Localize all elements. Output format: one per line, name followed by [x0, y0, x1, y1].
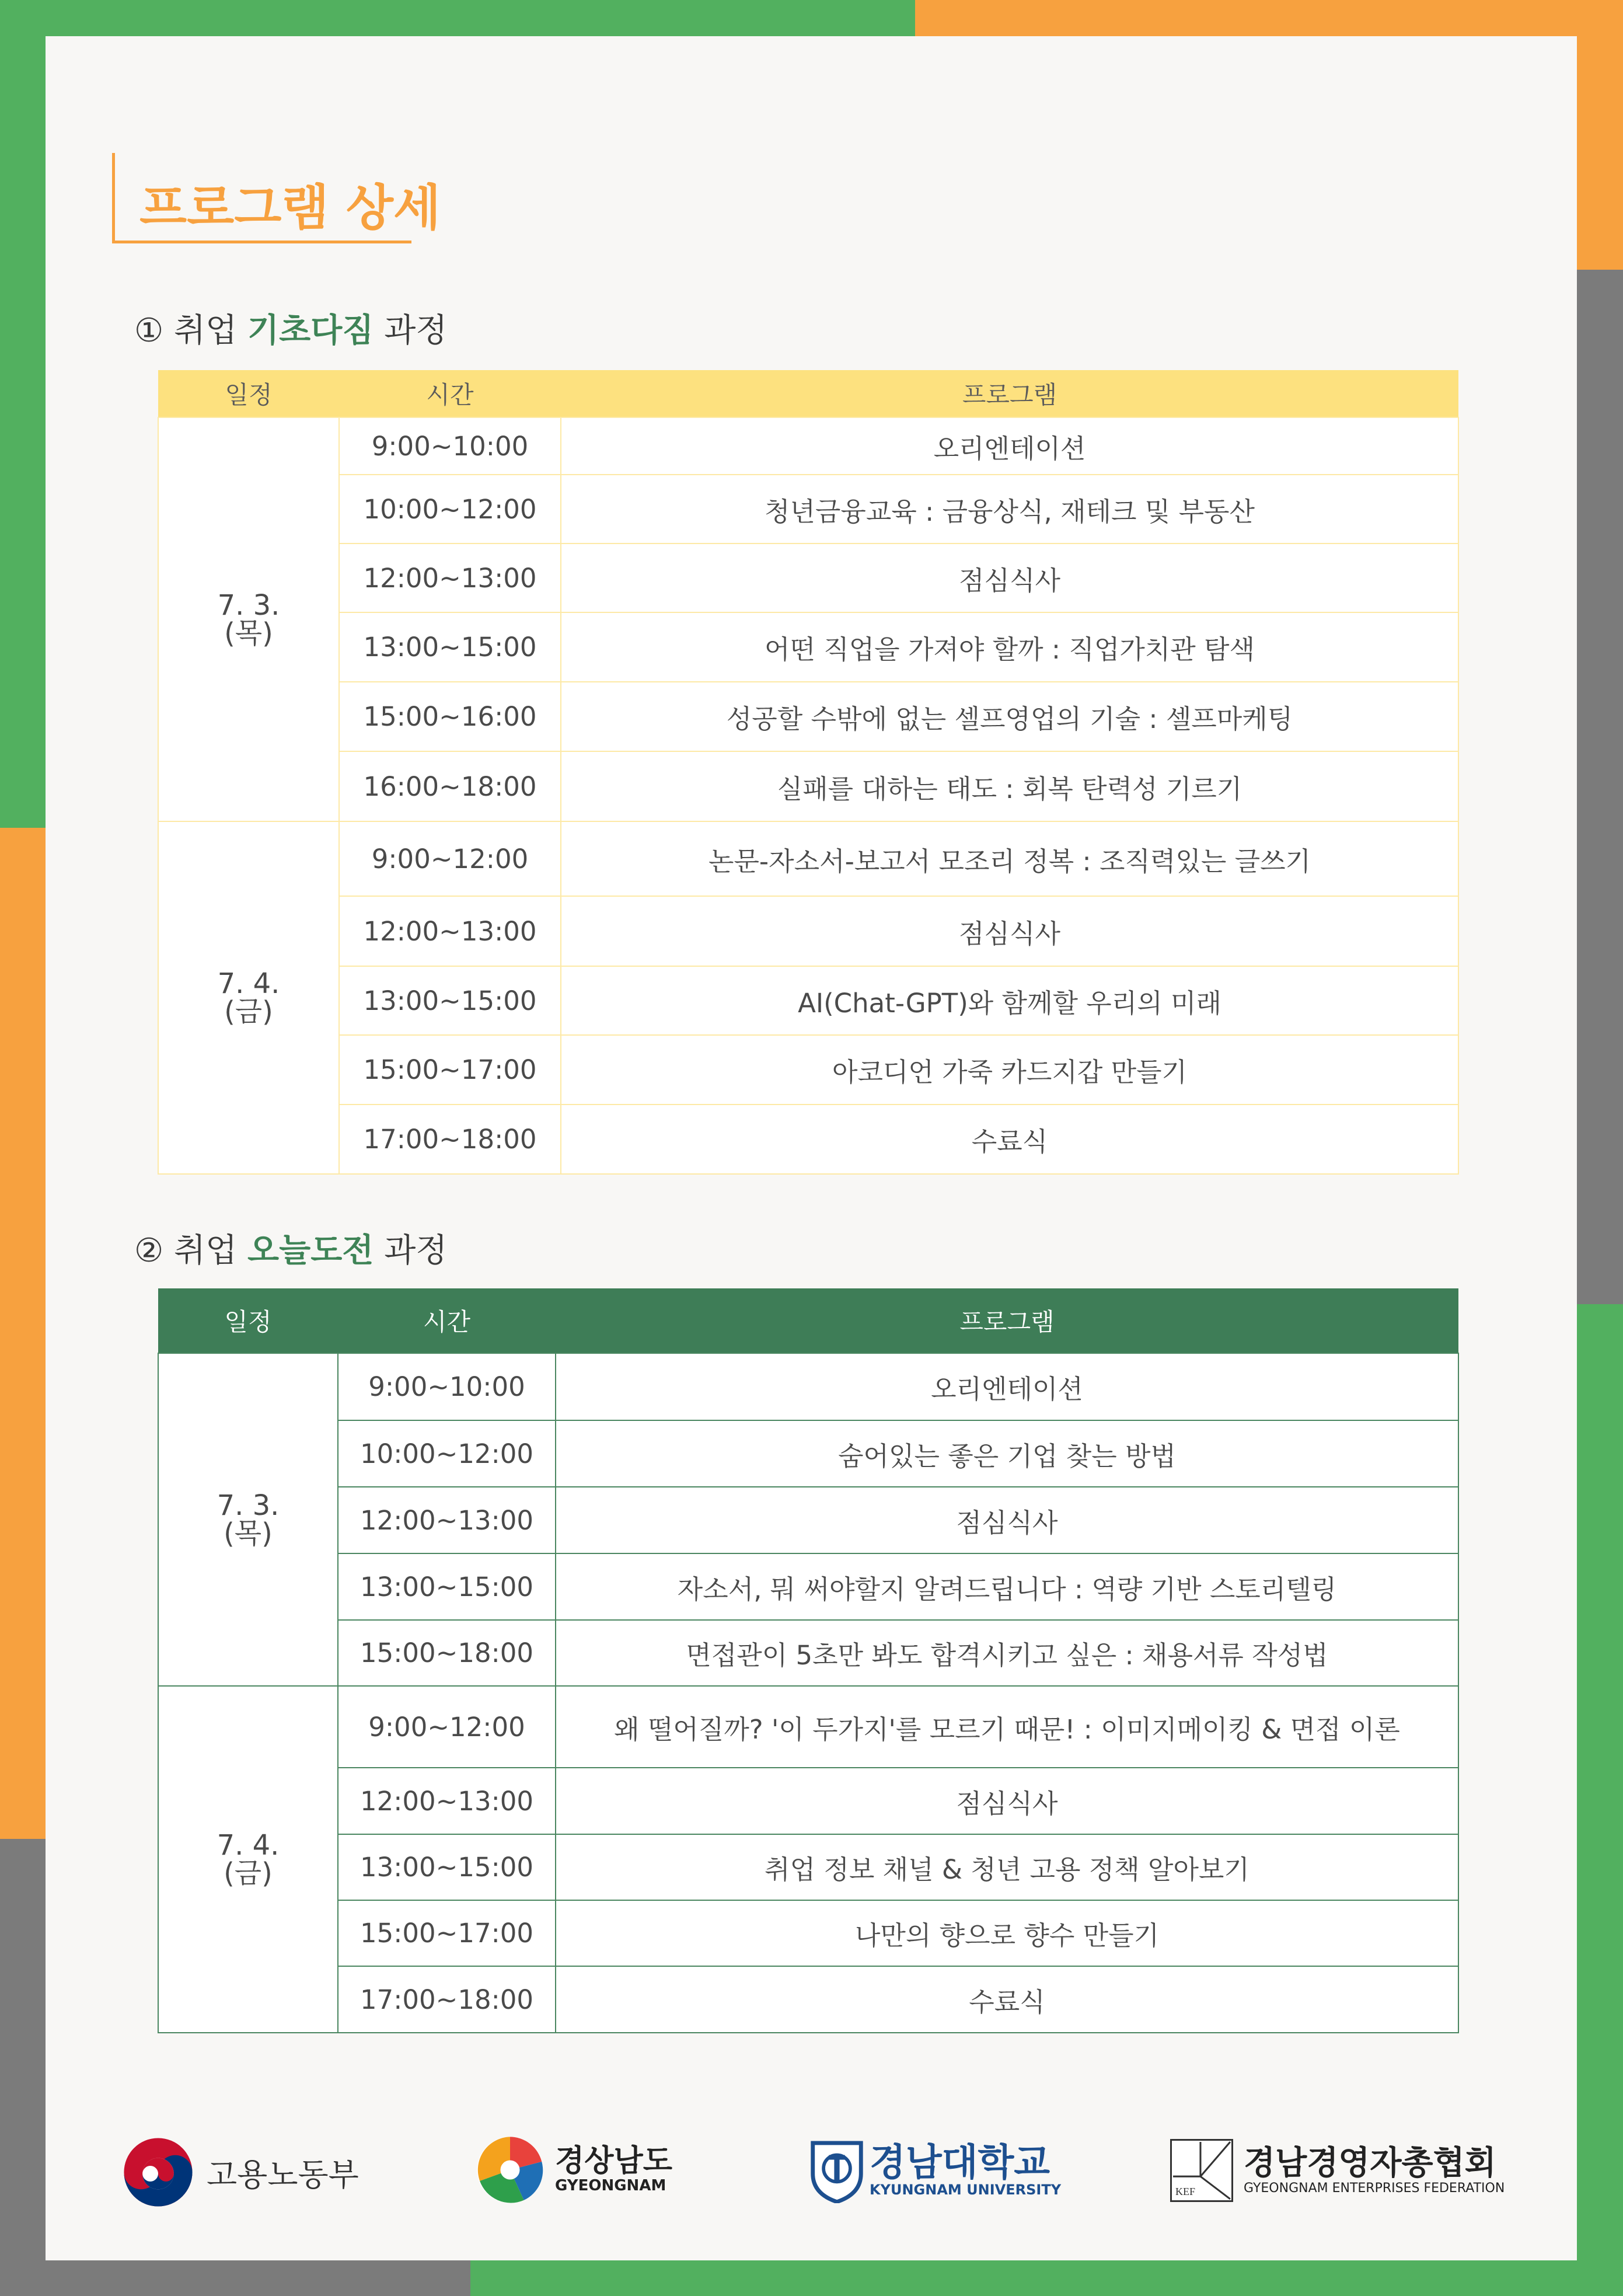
- header-time: 시간: [339, 370, 561, 417]
- time-cell: 13:00~15:00: [339, 612, 561, 682]
- section-1-highlight: 기초다짐: [247, 312, 374, 350]
- header-program: 프로그램: [556, 1288, 1458, 1353]
- page-title: 프로그램 상세: [139, 179, 441, 236]
- logo-kyungnam-univ-sub: KYUNGNAM UNIVERSITY: [870, 2182, 1062, 2198]
- program-cell: 오리엔테이션: [556, 1353, 1458, 1420]
- program-cell: 어떤 직업을 가져야 할까 : 직업가치관 탐색: [561, 612, 1458, 682]
- program-cell: 왜 떨어질까? '이 두가지'를 모르기 때문! : 이미지메이킹 & 면접 이론: [556, 1686, 1458, 1768]
- day-weekday: (목): [224, 1517, 273, 1550]
- kef-logo-icon: [1170, 2139, 1233, 2202]
- time-cell: 9:00~12:00: [339, 821, 561, 896]
- section-2-heading: [134, 1225, 447, 1271]
- time-cell: 12:00~13:00: [339, 543, 561, 612]
- table-row: [158, 475, 1458, 543]
- kyungnam-univ-shield-icon: [810, 2139, 864, 2203]
- program-cell: 오리엔테이션: [561, 417, 1458, 475]
- section-1-suffix: 과정: [374, 312, 448, 350]
- table-row: [158, 966, 1458, 1035]
- program-cell: 점심식사: [561, 896, 1458, 966]
- frame-bottom-green: [470, 2260, 1623, 2296]
- time-cell: 15:00~16:00: [339, 682, 561, 751]
- program-cell: 논문-자소서-보고서 모조리 정복 : 조직력있는 글쓰기: [561, 821, 1458, 896]
- time-cell: 17:00~18:00: [339, 1105, 561, 1174]
- program-cell: 청년금융교육 : 금융상식, 재테크 및 부동산: [561, 475, 1458, 543]
- table-row: [158, 1686, 1458, 1768]
- table-row: [158, 896, 1458, 966]
- table-row: [158, 1487, 1458, 1553]
- footer-logos: [0, 2125, 1623, 2218]
- table-row: [158, 682, 1458, 751]
- header-date: 일정: [158, 1288, 338, 1353]
- frame-right-gray: [1577, 270, 1623, 1304]
- time-cell: 9:00~12:00: [338, 1686, 556, 1768]
- table-row: [158, 1420, 1458, 1487]
- day-weekday: (목): [224, 617, 273, 650]
- program-cell: 실패를 대하는 태도 : 회복 탄력성 기르기: [561, 751, 1458, 821]
- time-cell: 10:00~12:00: [339, 475, 561, 543]
- schedule-table-2: [158, 1288, 1459, 2033]
- logo-kef: [1170, 2139, 1505, 2202]
- program-cell: 아코디언 가죽 카드지갑 만들기: [561, 1035, 1458, 1105]
- gyeongnam-emblem-icon: [476, 2135, 545, 2204]
- frame-left-green: [0, 0, 46, 828]
- day-date: 7. 3.: [217, 1489, 280, 1522]
- frame-top-left-green: [0, 0, 915, 36]
- time-cell: 9:00~10:00: [339, 417, 561, 475]
- program-cell: 자소서, 뭐 써야할지 알려드립니다 : 역량 기반 스토리텔링: [556, 1553, 1458, 1620]
- table-row: [158, 1966, 1458, 2033]
- logo-moel-name: 고용노동부: [207, 2156, 359, 2193]
- table-row: [158, 1105, 1458, 1174]
- day-date: 7. 4.: [217, 1829, 280, 1862]
- program-cell: 면접관이 5초만 봐도 합격시키고 싶은 : 채용서류 작성법: [556, 1620, 1458, 1686]
- frame-right-orange: [1577, 0, 1623, 270]
- logo-moel: [123, 2137, 359, 2208]
- program-cell: 숨어있는 좋은 기업 찾는 방법: [556, 1420, 1458, 1487]
- taegeuk-emblem-icon: [123, 2137, 194, 2208]
- time-cell: 15:00~17:00: [338, 1900, 556, 1966]
- time-cell: 13:00~15:00: [338, 1553, 556, 1620]
- time-cell: 15:00~17:00: [339, 1035, 561, 1105]
- program-cell: 수료식: [556, 1966, 1458, 2033]
- program-cell: 성공할 수밖에 없는 셀프영업의 기술 : 셀프마케팅: [561, 682, 1458, 751]
- table-row: [158, 1900, 1458, 1966]
- day-cell: [158, 1353, 338, 1686]
- section-1-prefix: ① 취업: [134, 312, 247, 350]
- time-cell: 12:00~13:00: [338, 1487, 556, 1553]
- table-row: [158, 1035, 1458, 1105]
- table-row: [158, 1834, 1458, 1900]
- section-2-suffix: 과정: [374, 1232, 448, 1270]
- day-weekday: (금): [224, 995, 273, 1028]
- frame-left-gray: [0, 1839, 46, 2296]
- logo-kef-sub: GYEONGNAM ENTERPRISES FEDERATION: [1244, 2181, 1505, 2196]
- table-row: [158, 821, 1458, 896]
- program-cell: 점심식사: [561, 543, 1458, 612]
- table-row: [158, 1768, 1458, 1834]
- program-cell: 나만의 향으로 향수 만들기: [556, 1900, 1458, 1966]
- logo-gyeongnam: [476, 2135, 672, 2204]
- table-row: [158, 612, 1458, 682]
- schedule-table-1: [158, 370, 1459, 1175]
- table-header-row: [158, 370, 1458, 417]
- section-2-prefix: ② 취업: [134, 1232, 247, 1270]
- time-cell: 16:00~18:00: [339, 751, 561, 821]
- frame-top-right-orange: [915, 0, 1623, 36]
- logo-gyeongnam-name: 경상남도: [555, 2143, 672, 2179]
- day-cell: [158, 1686, 338, 2033]
- table-row: [158, 1553, 1458, 1620]
- day-cell: [158, 417, 339, 821]
- kef-badge-text: KEF: [1175, 2186, 1196, 2197]
- table-row: [158, 543, 1458, 612]
- table-row: [158, 417, 1458, 475]
- program-cell: 수료식: [561, 1105, 1458, 1174]
- header-date: 일정: [158, 370, 339, 417]
- logo-gyeongnam-sub: GYEONGNAM: [555, 2177, 666, 2195]
- table-row: [158, 1620, 1458, 1686]
- time-cell: 12:00~13:00: [339, 896, 561, 966]
- program-cell: 점심식사: [556, 1768, 1458, 1834]
- logo-kyungnam-univ: [810, 2139, 1061, 2203]
- frame-bottom-gray: [0, 2260, 470, 2296]
- time-cell: 13:00~15:00: [338, 1834, 556, 1900]
- section-1-heading: [134, 305, 447, 351]
- time-cell: 13:00~15:00: [339, 966, 561, 1035]
- frame-left-orange: [0, 828, 46, 1839]
- table-row: [158, 1353, 1458, 1420]
- logo-kyungnam-univ-name: 경남대학교: [870, 2141, 1050, 2184]
- day-cell: [158, 821, 339, 1174]
- logo-kef-name: 경남경영자총협회: [1244, 2144, 1496, 2182]
- day-date: 7. 4.: [217, 967, 280, 1000]
- time-cell: 17:00~18:00: [338, 1966, 556, 2033]
- program-cell: 점심식사: [556, 1487, 1458, 1553]
- table-row: [158, 751, 1458, 821]
- table-header-row: [158, 1288, 1458, 1353]
- day-date: 7. 3.: [217, 589, 280, 622]
- header-time: 시간: [338, 1288, 556, 1353]
- time-cell: 15:00~18:00: [338, 1620, 556, 1686]
- day-weekday: (금): [224, 1857, 273, 1890]
- time-cell: 9:00~10:00: [338, 1353, 556, 1420]
- section-2-highlight: 오늘도전: [247, 1232, 374, 1270]
- program-cell: AI(Chat-GPT)와 함께할 우리의 미래: [561, 966, 1458, 1035]
- header-program: 프로그램: [561, 370, 1458, 417]
- time-cell: 10:00~12:00: [338, 1420, 556, 1487]
- page-title-box: [112, 153, 441, 243]
- time-cell: 12:00~13:00: [338, 1768, 556, 1834]
- program-cell: 취업 정보 채널 & 청년 고용 정책 알아보기: [556, 1834, 1458, 1900]
